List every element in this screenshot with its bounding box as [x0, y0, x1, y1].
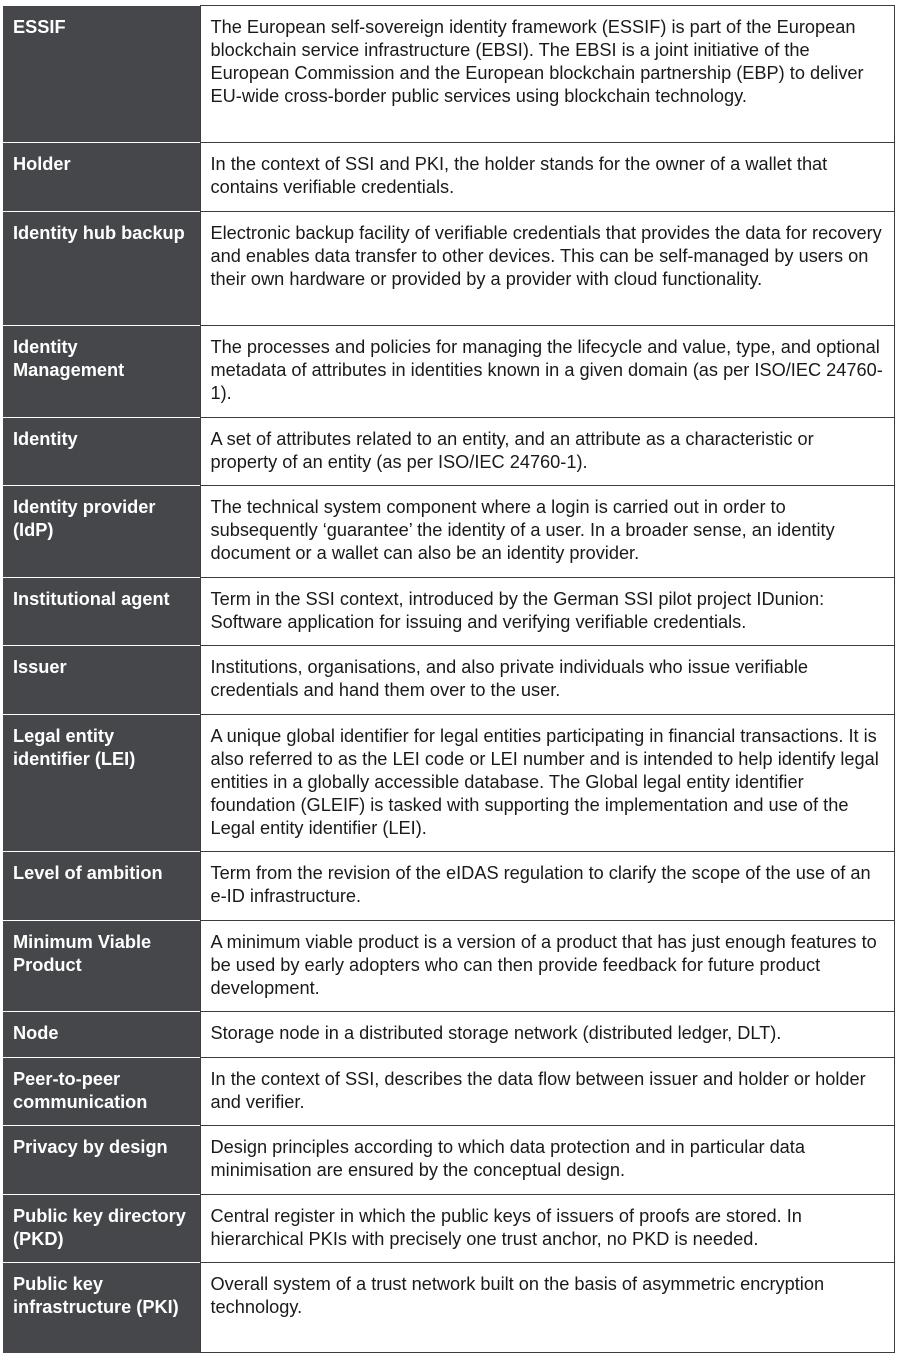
glossary-row: [3, 921, 895, 1012]
glossary-row: [3, 1058, 895, 1126]
glossary-term: Issuer: [3, 646, 200, 715]
glossary-term: Minimum Viable Product: [3, 921, 200, 1012]
glossary-row: [3, 6, 895, 143]
glossary-definition: The processes and policies for managing the lifecycle and value, type, and optional metadata of attributes in identities known in a given domain (as per ISO/IEC 24760-1).: [200, 326, 895, 418]
glossary-row: [3, 646, 895, 715]
glossary-row: [3, 578, 895, 646]
glossary-term: Level of ambition: [3, 852, 200, 921]
glossary-term: Holder: [3, 143, 200, 212]
glossary-row: [3, 212, 895, 326]
glossary-definition: Storage node in a distributed storage network (distributed ledger, DLT).: [200, 1012, 895, 1058]
glossary-term: Identity provider (IdP): [3, 486, 200, 578]
glossary-definition: A minimum viable product is a version of a product that has just enough features to be used by early adopters who can then provide feedback for future product development.: [200, 921, 895, 1012]
glossary-term: Identity hub backup: [3, 212, 200, 326]
glossary-definition: The technical system component where a login is carried out in order to subsequently ‘guarantee’ the identity of a user. In a broader sense, an identity document or a wallet can also be an identity provider.: [200, 486, 895, 578]
glossary-row: [3, 418, 895, 486]
glossary-term: ESSIF: [3, 6, 200, 143]
glossary-definition: Design principles according to which data protection and in particular data minimisation are ensured by the conceptual design.: [200, 1126, 895, 1195]
glossary-row: [3, 852, 895, 921]
glossary-term: Peer-to-peer communication: [3, 1058, 200, 1126]
glossary-row: [3, 143, 895, 212]
glossary-term: Identity Management: [3, 326, 200, 418]
glossary-table: [3, 5, 895, 1353]
glossary-term: Legal entity identifier (LEI): [3, 715, 200, 852]
glossary-row: [3, 326, 895, 418]
glossary-term: Institutional agent: [3, 578, 200, 646]
glossary-term: Privacy by design: [3, 1126, 200, 1195]
glossary-definition: In the context of SSI, describes the data flow between issuer and holder or holder and verifier.: [200, 1058, 895, 1126]
glossary-definition: Term in the SSI context, introduced by the German SSI pilot project IDunion: Software application for issuing and verifying verifiable credentials.: [200, 578, 895, 646]
glossary-definition: Institutions, organisations, and also private individuals who issue verifiable credentials and hand them over to the user.: [200, 646, 895, 715]
glossary-row: [3, 715, 895, 852]
glossary-definition: A set of attributes related to an entity, and an attribute as a characteristic or property of an entity (as per ISO/IEC 24760-1).: [200, 418, 895, 486]
glossary-term: Node: [3, 1012, 200, 1058]
glossary-term: Public key infrastructure (PKI): [3, 1263, 200, 1353]
glossary-term: Public key directory (PKD): [3, 1195, 200, 1263]
glossary-definition: Central register in which the public keys of issuers of proofs are stored. In hierarchical PKIs with precisely one trust anchor, no PKD is needed.: [200, 1195, 895, 1263]
glossary-definition: Electronic backup facility of verifiable credentials that provides the data for recovery and enables data transfer to other devices. This can be self-managed by users on their own hardware or provided by a provider with cloud functionality.: [200, 212, 895, 326]
glossary-row: [3, 1126, 895, 1195]
glossary-row: [3, 1263, 895, 1353]
glossary-definition: A unique global identifier for legal entities participating in financial transactions. It is also referred to as the LEI code or LEI number and is intended to help identify legal entities in a globally accessible database. The Global legal entity identifier foundation (GLEIF) is tasked with supporting the implementation and use of the Legal entity identifier (LEI).: [200, 715, 895, 852]
glossary-row: [3, 1012, 895, 1058]
glossary-row: [3, 1195, 895, 1263]
glossary-definition: Overall system of a trust network built on the basis of asymmetric encryption technology.: [200, 1263, 895, 1353]
glossary-term: Identity: [3, 418, 200, 486]
glossary-row: [3, 486, 895, 578]
glossary-definition: Term from the revision of the eIDAS regulation to clarify the scope of the use of an e-ID infrastructure.: [200, 852, 895, 921]
glossary-definition: The European self-sovereign identity framework (ESSIF) is part of the European blockchain service infrastructure (EBSI). The EBSI is a joint initiative of the European Commission and the European blockchain partnership (EBP) to deliver EU-wide cross-border public services using blockchain technology.: [200, 6, 895, 143]
glossary-definition: In the context of SSI and PKI, the holder stands for the owner of a wallet that contains verifiable credentials.: [200, 143, 895, 212]
